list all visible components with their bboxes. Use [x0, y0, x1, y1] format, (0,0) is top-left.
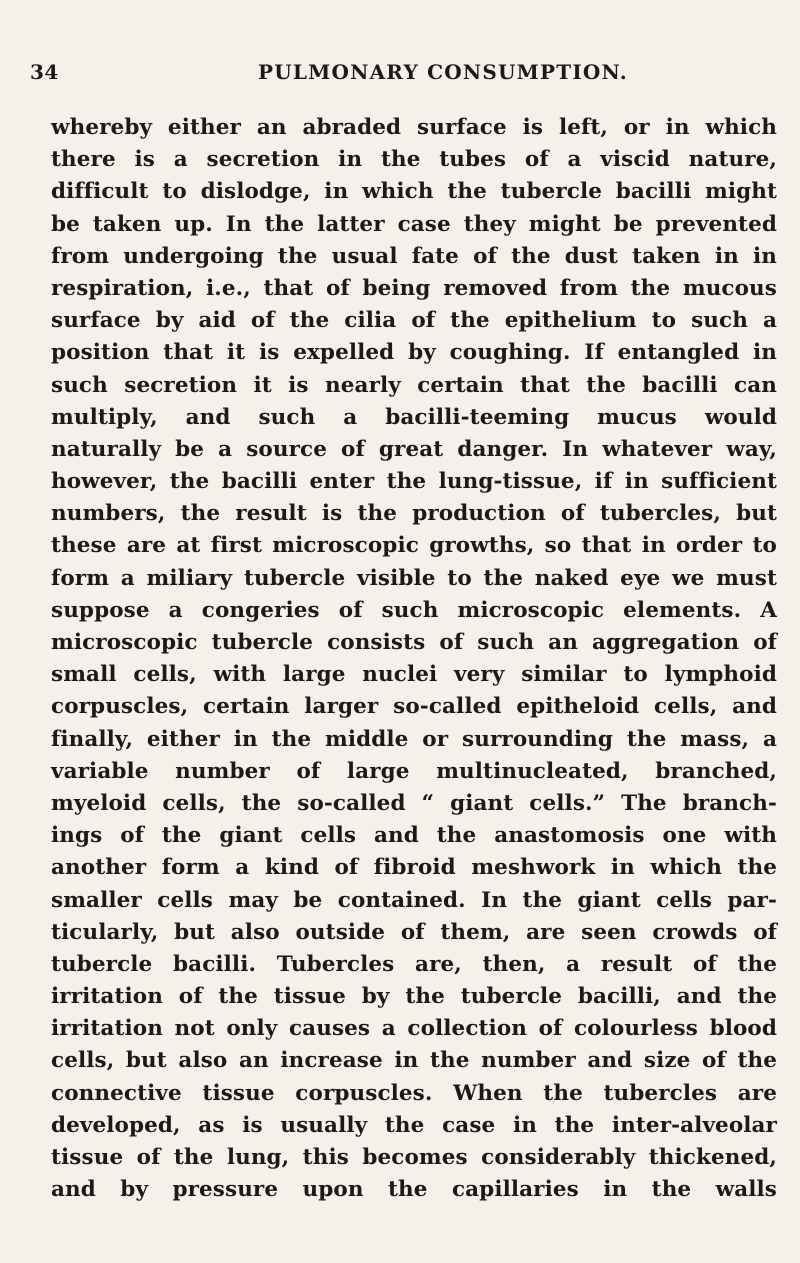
running-title: PULMONARY CONSUMPTION.: [258, 60, 628, 84]
text-line: small cells, with large nuclei very similar to lymphoid: [51, 662, 777, 688]
text-line: there is a secretion in the tubes of a viscid nature,: [51, 147, 777, 173]
text-line: cells, but also an increase in the number and size of the: [51, 1048, 777, 1074]
text-line: myeloid cells, the so-called “ giant cells.” The branch-: [51, 790, 777, 816]
text-line: form a miliary tubercle visible to the naked eye we must: [51, 565, 777, 591]
page-header: [30, 60, 770, 90]
text-line: tissue of the lung, this becomes considerably thickened,: [51, 1145, 777, 1170]
text-line: difficult to dislodge, in which the tubercle bacilli might: [51, 179, 777, 205]
text-line: tubercle bacilli. Tubercles are, then, a result of the: [51, 951, 777, 977]
text-line: developed, as is usually the case in the inter-alveolar: [51, 1112, 777, 1138]
text-line: from undergoing the usual fate of the dust taken in in: [51, 243, 777, 269]
text-line: however, the bacilli enter the lung-tissue, if in sufficient: [51, 469, 777, 495]
text-line: another form a kind of fibroid meshwork in which the: [51, 855, 777, 881]
text-line: irritation not only causes a collection of colourless blood: [51, 1016, 777, 1042]
text-line: ticularly, but also outside of them, are seen crowds of: [51, 919, 777, 945]
text-line: be taken up. In the latter case they might be prevented: [51, 211, 777, 237]
text-line: respiration, i.e., that of being removed from the mucous: [51, 275, 777, 301]
text-line: these are at first microscopic growths, so that in order to: [51, 533, 777, 559]
text-line: microscopic tubercle consists of such an aggregation of: [51, 630, 777, 655]
text-line: whereby either an abraded surface is left, or in which: [51, 115, 777, 140]
text-line: such secretion it is nearly certain that the bacilli can: [51, 372, 777, 398]
text-line: and by pressure upon the capillaries in the walls: [51, 1177, 777, 1203]
text-line: connective tissue corpuscles. When the tubercles are: [51, 1080, 777, 1106]
page-number: 34: [30, 60, 59, 84]
text-line: naturally be a source of great danger. In whatever way,: [51, 436, 777, 462]
text-line: finally, either in the middle or surrounding the mass, a: [51, 726, 777, 752]
text-line: smaller cells may be contained. In the giant cells par-: [51, 887, 777, 913]
text-line: corpuscles, certain larger so-called epitheloid cells, and: [51, 694, 777, 720]
text-line: irritation of the tissue by the tubercle bacilli, and the: [51, 984, 777, 1010]
body-text: [51, 112, 777, 1206]
text-line: ings of the giant cells and the anastomosis one with: [51, 823, 777, 849]
text-line: variable number of large multinucleated, branched,: [51, 758, 777, 784]
text-line: suppose a congeries of such microscopic elements. A: [51, 597, 777, 623]
text-line: surface by aid of the cilia of the epithelium to such a: [51, 308, 777, 334]
text-line: numbers, the result is the production of tubercles, but: [51, 501, 777, 527]
text-line: multiply, and such a bacilli-teeming mucus would: [51, 404, 777, 430]
text-line: position that it is expelled by coughing. If entangled in: [51, 340, 777, 366]
